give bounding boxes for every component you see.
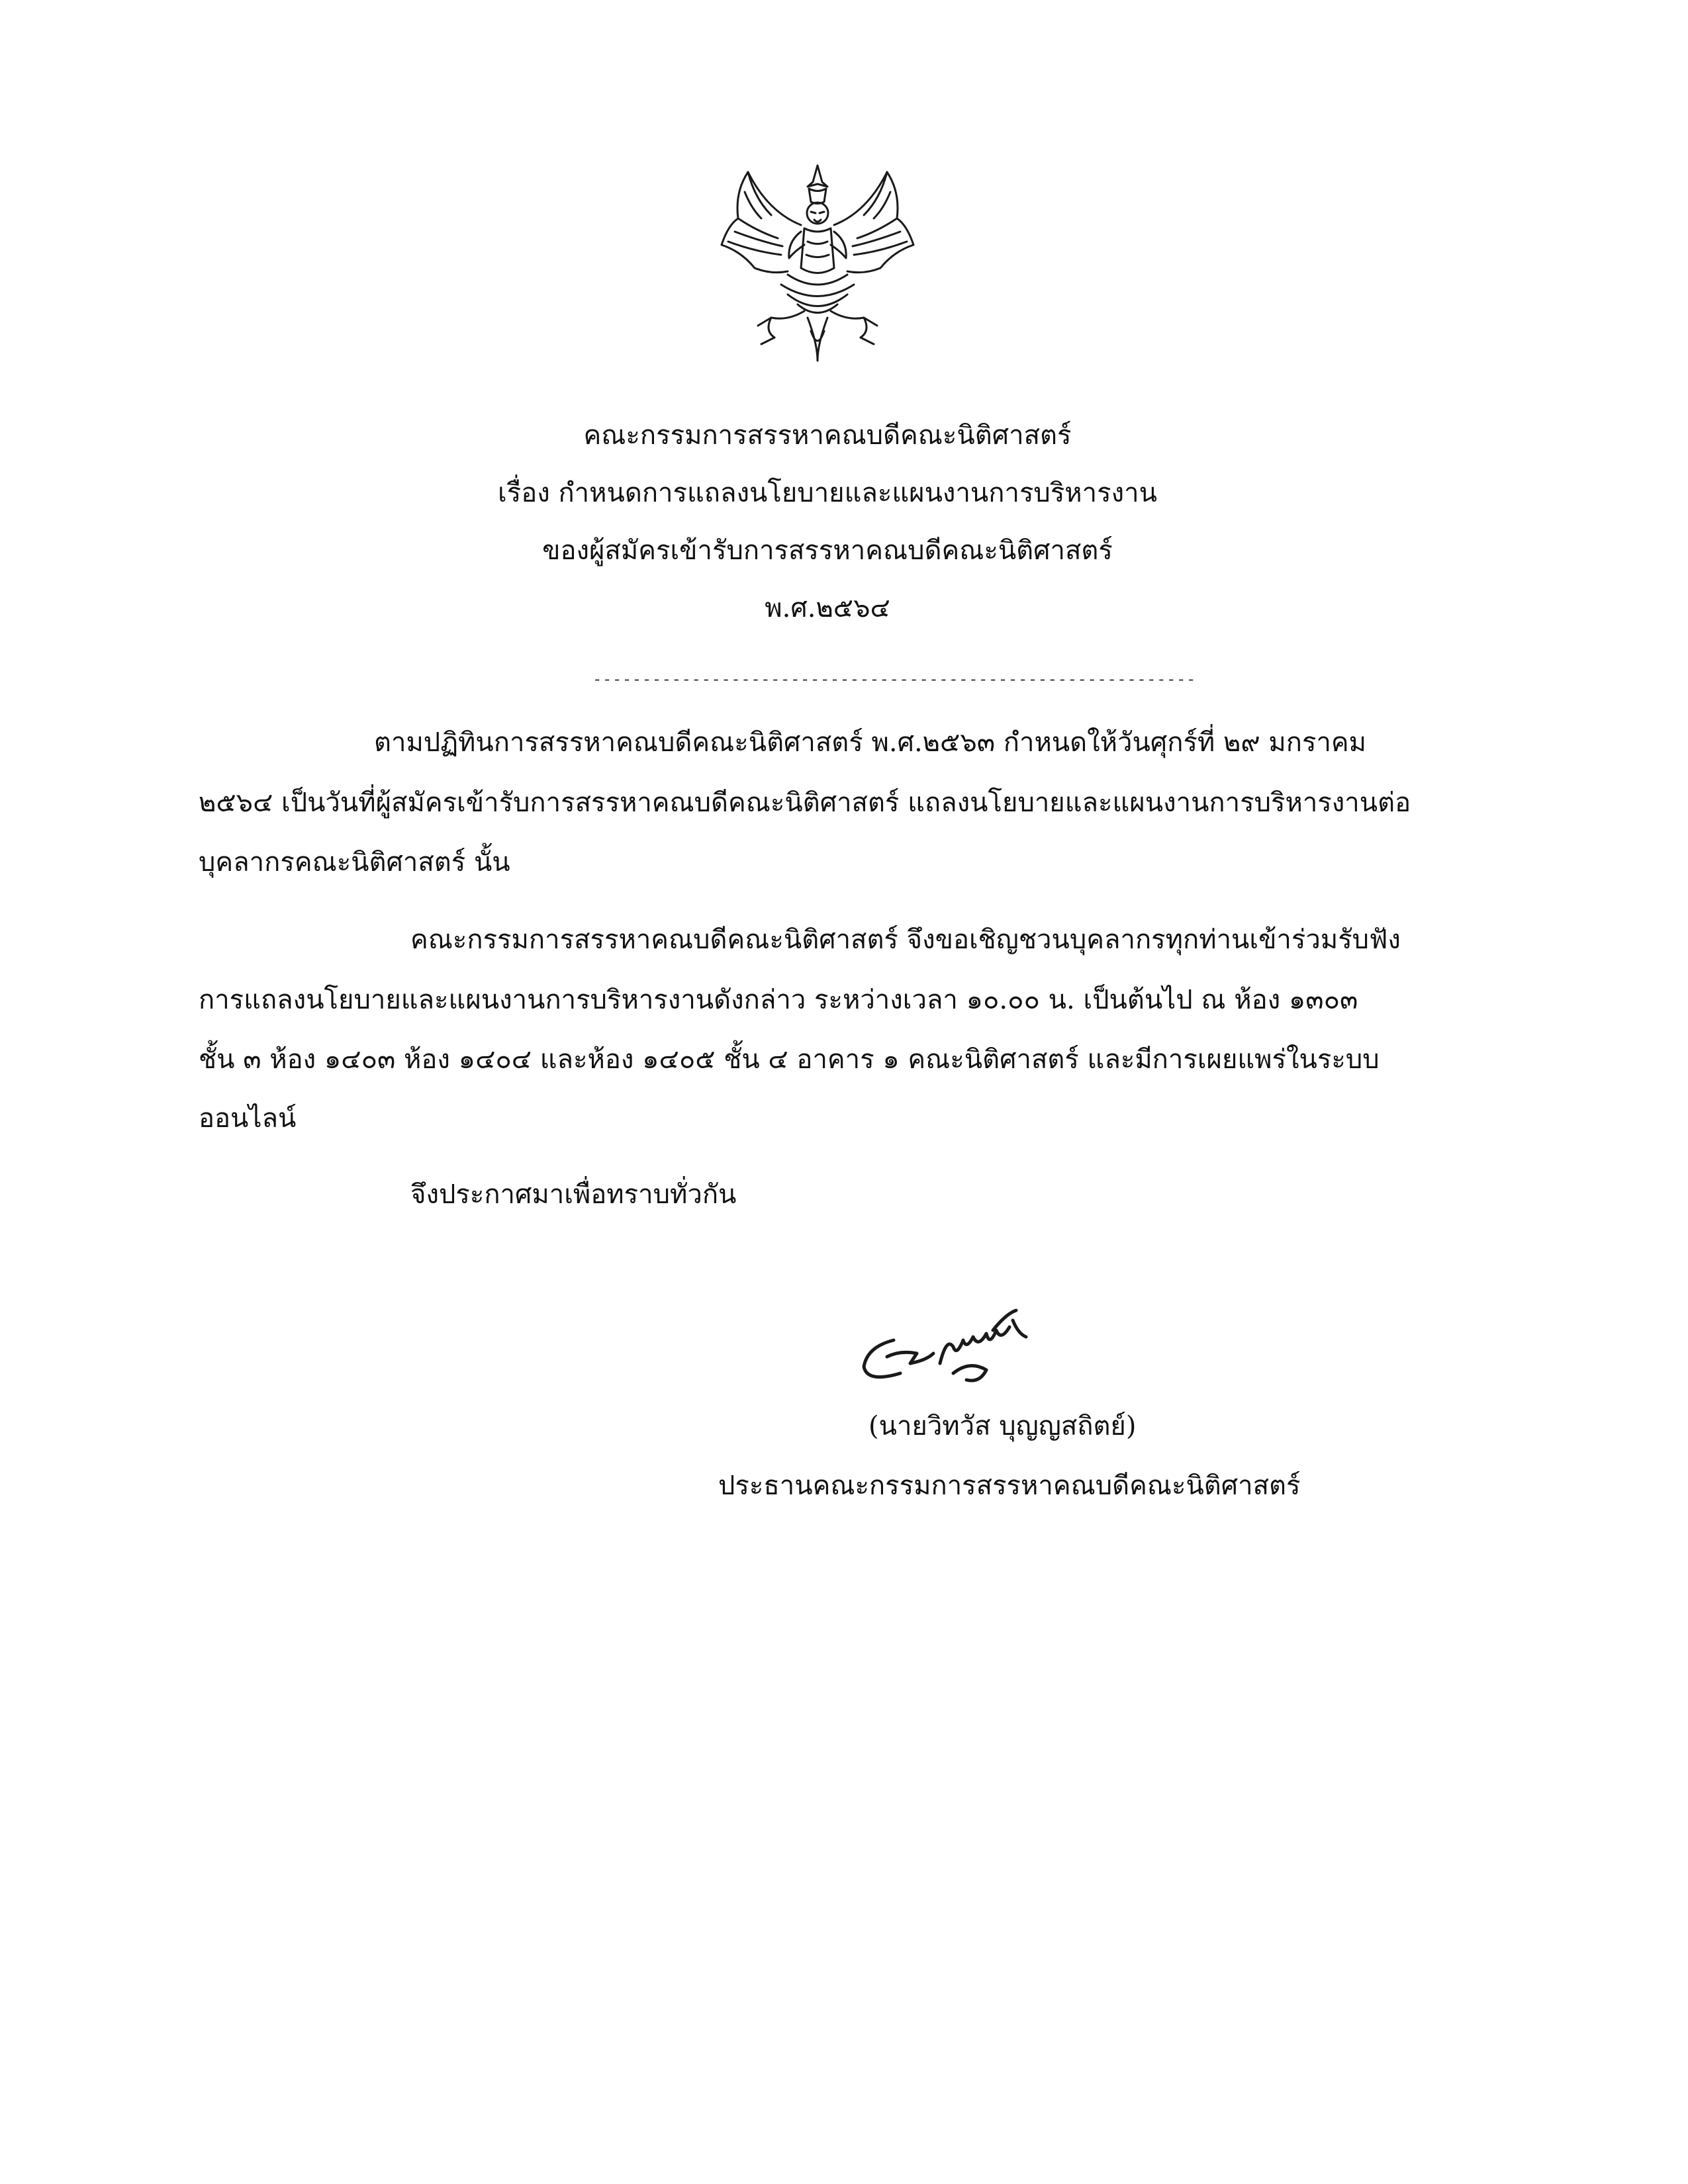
paragraph-2-line-4: ออนไลน์: [199, 1103, 297, 1134]
header-divider: -------------------------------------------------------------: [592, 670, 1196, 688]
paragraph-1-line-3: บุคลากรคณะนิติศาสตร์ นั้น: [199, 847, 510, 878]
paragraph-1-line-1: ตามปฏิทินการสรรหาคณบดีคณะนิติศาสตร์ พ.ศ.๒๕๖๓ กำหนดให้วันศุกร์ที่ ๒๙ มกราคม: [374, 727, 1367, 758]
document-year: พ.ศ.๒๕๖๔: [765, 593, 890, 623]
signatory-position: ประธานคณะกรรมการสรรหาคณบดีคณะนิติศาสตร์: [718, 1471, 1301, 1501]
paragraph-1-line-2: ๒๕๖๔ เป็นวันที่ผู้สมัครเข้ารับการสรรหาคณบดีคณะนิติศาสตร์ แถลงนโยบายและแผนงานการบริหารงานต่อ: [199, 788, 1411, 818]
committee-name: คณะกรรมการสรรหาคณบดีคณะนิติศาสตร์: [583, 420, 1072, 451]
closing-statement: จึงประกาศมาเพื่อทราบทั่วกัน: [410, 1179, 737, 1210]
signatory-name: (นายวิทวัส บุญญสถิตย์): [868, 1411, 1137, 1441]
paragraph-2-line-3: ชั้น ๓ ห้อง ๑๔๐๓ ห้อง ๑๔๐๔ และห้อง ๑๔๐๕ ชั้น ๔ อาคาร ๑ คณะนิติศาสตร์ และมีการเผยแพร่ในระบบ: [199, 1044, 1380, 1075]
paragraph-2-line-1: คณะกรรมการสรรหาคณบดีคณะนิติศาสตร์ จึงขอเชิญชวนบุคลากรทุกท่านเข้าร่วมรับฟัง: [410, 925, 1401, 955]
document-header: [199, 422, 1456, 653]
garuda-emblem-icon: [708, 152, 927, 371]
document-subject: เรื่อง กำหนดการแถลงนโยบายและแผนงานการบริหารงาน: [498, 478, 1157, 508]
paragraph-2-line-2: การแถลงนโยบายและแผนงานการบริหารงานดังกล่าว ระหว่างเวลา ๑๐.๐๐ น. เป็นต้นไป ณ ห้อง ๑๓๐๓: [199, 985, 1358, 1015]
document-subject-continued: ของผู้สมัครเข้ารับการสรรหาคณบดีคณะนิติศาสตร์: [542, 535, 1113, 566]
handwritten-signature: [854, 1300, 1119, 1406]
